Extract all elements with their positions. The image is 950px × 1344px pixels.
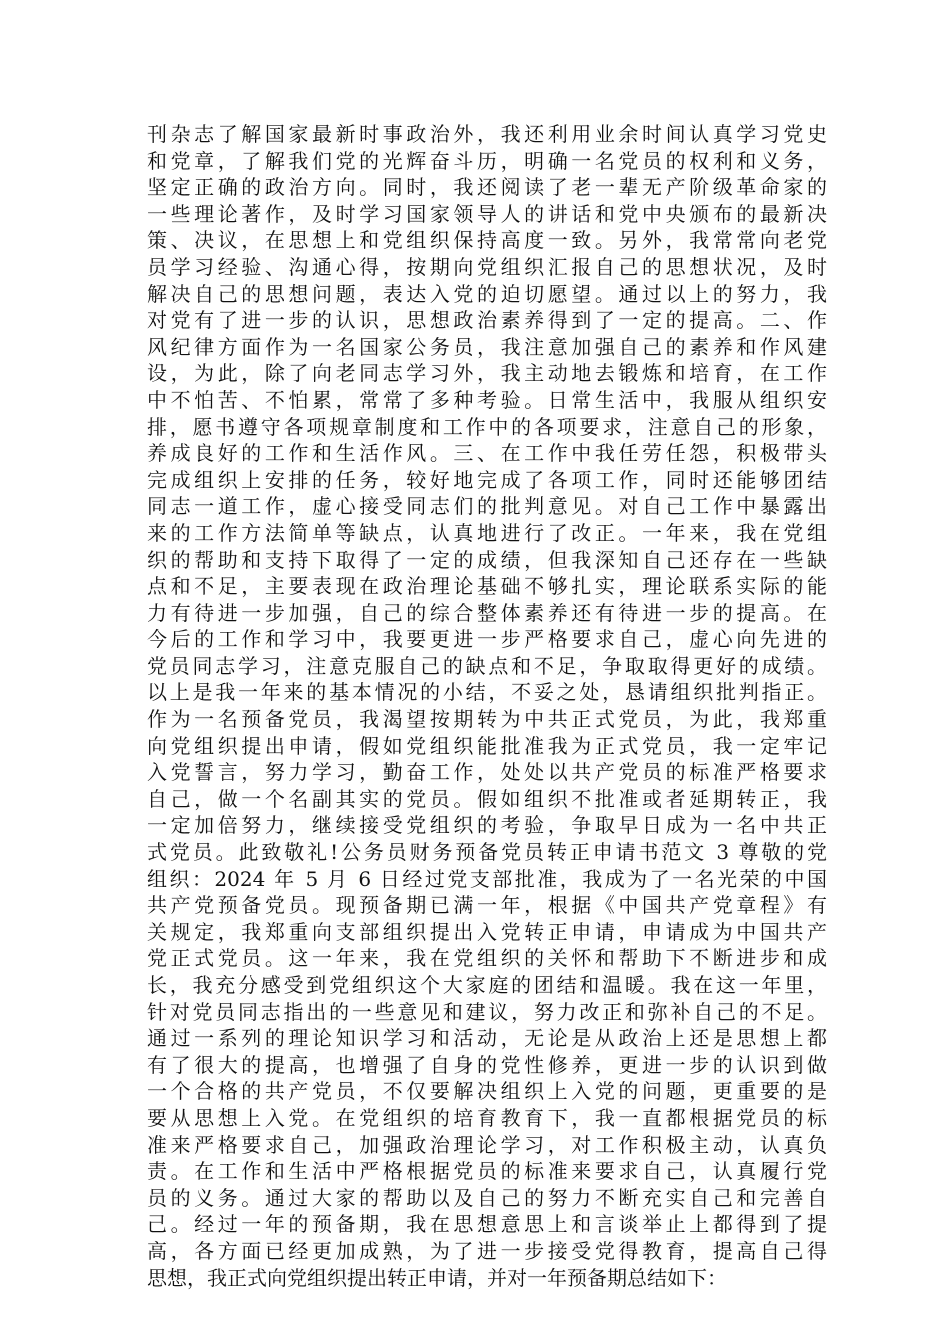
text-line: 设，为此，除了向老同志学习外，我主动地去锻炼和培育，在工作 bbox=[147, 361, 827, 386]
text-line: 今后的工作和学习中，我要更进一步严格要求自己，虚心向先进的 bbox=[147, 627, 827, 652]
text-line: 己。经过一年的预备期，我在思想意思上和言谈举止上都得到了提 bbox=[147, 1212, 827, 1237]
text-line: 员的义务。通过大家的帮助以及自己的努力不断充实自己和完善自 bbox=[147, 1185, 827, 1210]
text-line: 长，我充分感受到党组织这个大家庭的团结和温暖。我在这一年里， bbox=[147, 973, 827, 997]
text-line: 责。在工作和生活中严格根据党员的标准来要求自己，认真履行党 bbox=[147, 1159, 827, 1184]
text-line: 针对党员同志指出的一些意见和建议，努力改正和弥补自己的不足。 bbox=[147, 999, 827, 1024]
text-line: 一定加倍努力，继续接受党组织的考验，争取早日成为一名中共正 bbox=[147, 813, 827, 838]
text-line: 向党组织提出申请，假如党组织能批准我为正式党员，我一定牢记 bbox=[147, 733, 827, 758]
text-line: 力有待进一步加强，自己的综合整体素养还有待进一步的提高。在 bbox=[147, 600, 827, 625]
text-line: 完成组织上安排的任务，较好地完成了各项工作，同时还能够团结 bbox=[147, 467, 827, 492]
text-line: 组织：2024 年 5 月 6 日经过党支部批准，我成为了一名光荣的中国 bbox=[147, 866, 827, 891]
text-line: 自己，做一个名副其实的党员。假如组织不批准或者延期转正，我 bbox=[147, 786, 827, 811]
text-line: 员学习经验、沟通心得，按期向党组织汇报自己的思想状况，及时 bbox=[147, 254, 827, 279]
text-line: 点和不足，主要表现在政治理论基础不够扎实，理论联系实际的能 bbox=[147, 574, 827, 599]
text-line: 和党章，了解我们党的光辉奋斗历，明确一名党员的权利和义务， bbox=[147, 148, 827, 173]
text-line: 一个合格的共产党员，不仅要解决组织上入党的问题，更重要的是 bbox=[147, 1079, 827, 1104]
text-line: 高，各方面已经更加成熟，为了进一步接受党得教育，提高自己得 bbox=[147, 1238, 827, 1263]
text-line: 有了很大的提高，也增强了自身的党性修养，更进一步的认识到做 bbox=[147, 1052, 827, 1077]
text-line: 织的帮助和支持下取得了一定的成绩，但我深知自己还存在一些缺 bbox=[147, 547, 827, 572]
text-line: 要从思想上入党。在党组织的培育教育下，我一直都根据党员的标 bbox=[147, 1105, 827, 1130]
text-line: 来的工作方法简单等缺点，认真地进行了改正。一年来，我在党组 bbox=[147, 520, 827, 545]
text-line: 中不怕苦、不怕累，常常了多种考验。日常生活中，我服从组织安 bbox=[147, 387, 827, 412]
text-line: 入党誓言，努力学习，勤奋工作，处处以共产党员的标准严格要求 bbox=[147, 760, 827, 785]
text-line: 准来严格要求自己，加强政治理论学习，对工作积极主动，认真负 bbox=[147, 1132, 827, 1157]
text-line: 共产党预备党员。现预备期已满一年，根据《中国共产党章程》有 bbox=[147, 893, 827, 918]
text-line: 解决自己的思想问题，表达入党的迫切愿望。通过以上的努力，我 bbox=[147, 281, 827, 306]
text-line: 以上是我一年来的基本情况的小结，不妥之处，恳请组织批判指正。 bbox=[147, 680, 827, 705]
text-line: 通过一系列的理论知识学习和活动，无论是从政治上还是思想上都 bbox=[147, 1026, 827, 1051]
text-line: 坚定正确的政治方向。同时，我还阅读了老一辈无产阶级革命家的 bbox=[147, 175, 827, 200]
text-line: 党员同志学习，注意克服自己的缺点和不足，争取取得更好的成绩。 bbox=[147, 653, 827, 678]
text-line: 式党员。此致敬礼!公务员财务预备党员转正申请书范文 3 尊敬的党 bbox=[147, 840, 827, 865]
text-line: 关规定，我郑重向支部组织提出入党转正申请，申请成为中国共产 bbox=[147, 919, 827, 944]
text-line: 一些理论著作，及时学习国家领导人的讲话和党中央颁布的最新决 bbox=[147, 201, 827, 226]
text-line: 思想，我正式向党组织提出转正申请，并对一年预备期总结如下： bbox=[147, 1265, 727, 1290]
text-line: 刊杂志了解国家最新时事政治外，我还利用业余时间认真学习党史 bbox=[147, 122, 827, 146]
text-line: 排，愿书遵守各项规章制度和工作中的各项要求，注意自己的形象， bbox=[147, 414, 827, 439]
text-line: 养成良好的工作和生活作风。三、在工作中我任劳任怨，积极带头 bbox=[147, 441, 827, 466]
text-line: 策、决议，在思想上和党组织保持高度一致。另外，我常常向老党 bbox=[147, 228, 827, 253]
document-body-text bbox=[147, 121, 827, 1291]
text-line: 作为一名预备党员，我渴望按期转为中共正式党员，为此，我郑重 bbox=[147, 707, 827, 732]
text-line: 对党有了进一步的认识，思想政治素养得到了一定的提高。二、作 bbox=[147, 308, 827, 333]
text-line: 党正式党员。这一年来，我在党组织的关怀和帮助下不断进步和成 bbox=[147, 946, 827, 971]
text-line: 风纪律方面作为一名国家公务员，我注意加强自己的素养和作风建 bbox=[147, 334, 827, 359]
text-line: 同志一道工作，虚心接受同志们的批判意见。对自己工作中暴露出 bbox=[147, 494, 827, 519]
